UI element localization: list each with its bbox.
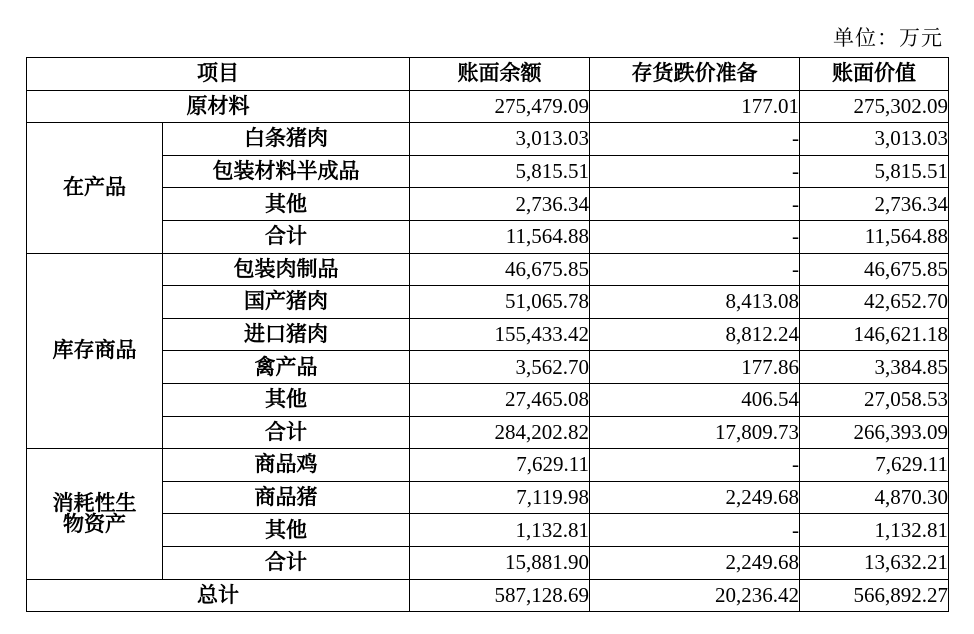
book-value-cell: 5,815.51 — [800, 155, 949, 188]
book-value-cell: 7,629.11 — [800, 449, 949, 482]
book-balance-cell: 3,013.03 — [410, 123, 590, 156]
group-label-line-1: 消耗性生 — [52, 490, 137, 515]
row-label: 禽产品 — [163, 351, 410, 384]
header-item: 项目 — [27, 58, 410, 91]
table-row — [27, 90, 949, 123]
book-balance-cell: 46,675.85 — [410, 253, 590, 286]
table-row — [27, 351, 949, 384]
header-row — [27, 58, 949, 91]
book-balance-cell: 27,465.08 — [410, 383, 590, 416]
row-label: 原材料 — [27, 90, 410, 123]
row-label: 商品猪 — [163, 481, 410, 514]
impairment-cell: 2,249.68 — [590, 481, 800, 514]
book-balance-cell: 155,433.42 — [410, 318, 590, 351]
row-label: 合计 — [163, 220, 410, 253]
impairment-cell: - — [590, 155, 800, 188]
subtotal-row — [27, 416, 949, 449]
impairment-cell: - — [590, 123, 800, 156]
group-label-line-2: 物资产 — [63, 511, 126, 536]
table-row — [27, 286, 949, 319]
unit-label: 单位：万元 — [833, 26, 943, 50]
impairment-cell: - — [590, 514, 800, 547]
book-balance-cell: 7,119.98 — [410, 481, 590, 514]
row-label: 合计 — [163, 546, 410, 579]
book-value-cell: 4,870.30 — [800, 481, 949, 514]
row-label: 其他 — [163, 188, 410, 221]
table-row — [27, 188, 949, 221]
book-value-cell: 275,302.09 — [800, 90, 949, 123]
total-row — [27, 579, 949, 612]
book-balance-cell: 275,479.09 — [410, 90, 590, 123]
impairment-cell: 2,249.68 — [590, 546, 800, 579]
impairment-cell: - — [590, 253, 800, 286]
book-value-cell: 46,675.85 — [800, 253, 949, 286]
group-label-wip: 在产品 — [27, 123, 163, 253]
book-balance-cell: 2,736.34 — [410, 188, 590, 221]
group-label-bio-assets — [27, 449, 163, 579]
impairment-cell: 177.01 — [590, 90, 800, 123]
book-value-cell: 3,013.03 — [800, 123, 949, 156]
row-label: 合计 — [163, 416, 410, 449]
row-label: 其他 — [163, 514, 410, 547]
book-balance-cell: 7,629.11 — [410, 449, 590, 482]
table-row — [27, 318, 949, 351]
book-value-cell: 146,621.18 — [800, 318, 949, 351]
row-label: 包装材料半成品 — [163, 155, 410, 188]
book-value-cell: 566,892.27 — [800, 579, 949, 612]
book-value-cell: 266,393.09 — [800, 416, 949, 449]
table-row — [27, 514, 949, 547]
group-label-goods: 库存商品 — [27, 253, 163, 449]
impairment-cell: 20,236.42 — [590, 579, 800, 612]
table-row — [27, 383, 949, 416]
row-label: 其他 — [163, 383, 410, 416]
impairment-cell: - — [590, 188, 800, 221]
table-row — [27, 481, 949, 514]
subtotal-row — [27, 546, 949, 579]
row-label: 总计 — [27, 579, 410, 612]
impairment-cell: - — [590, 449, 800, 482]
impairment-cell: 8,413.08 — [590, 286, 800, 319]
book-balance-cell: 51,065.78 — [410, 286, 590, 319]
header-book-balance: 账面余额 — [410, 58, 590, 91]
book-balance-cell: 15,881.90 — [410, 546, 590, 579]
impairment-cell: 8,812.24 — [590, 318, 800, 351]
row-label: 进口猪肉 — [163, 318, 410, 351]
book-value-cell: 11,564.88 — [800, 220, 949, 253]
book-value-cell: 3,384.85 — [800, 351, 949, 384]
row-label: 白条猪肉 — [163, 123, 410, 156]
impairment-cell: - — [590, 220, 800, 253]
book-balance-cell: 5,815.51 — [410, 155, 590, 188]
row-label: 包装肉制品 — [163, 253, 410, 286]
book-value-cell: 13,632.21 — [800, 546, 949, 579]
impairment-cell: 17,809.73 — [590, 416, 800, 449]
book-balance-cell: 11,564.88 — [410, 220, 590, 253]
book-value-cell: 42,652.70 — [800, 286, 949, 319]
table-row — [27, 449, 949, 482]
book-balance-cell: 3,562.70 — [410, 351, 590, 384]
header-book-value: 账面价值 — [800, 58, 949, 91]
impairment-cell: 406.54 — [590, 383, 800, 416]
subtotal-row — [27, 220, 949, 253]
book-balance-cell: 284,202.82 — [410, 416, 590, 449]
table-row — [27, 155, 949, 188]
book-value-cell: 1,132.81 — [800, 514, 949, 547]
impairment-cell: 177.86 — [590, 351, 800, 384]
book-balance-cell: 1,132.81 — [410, 514, 590, 547]
header-impairment: 存货跌价准备 — [590, 58, 800, 91]
table-row — [27, 123, 949, 156]
table-row — [27, 253, 949, 286]
row-label: 国产猪肉 — [163, 286, 410, 319]
book-value-cell: 2,736.34 — [800, 188, 949, 221]
inventory-table — [26, 57, 949, 612]
book-value-cell: 27,058.53 — [800, 383, 949, 416]
book-balance-cell: 587,128.69 — [410, 579, 590, 612]
row-label: 商品鸡 — [163, 449, 410, 482]
